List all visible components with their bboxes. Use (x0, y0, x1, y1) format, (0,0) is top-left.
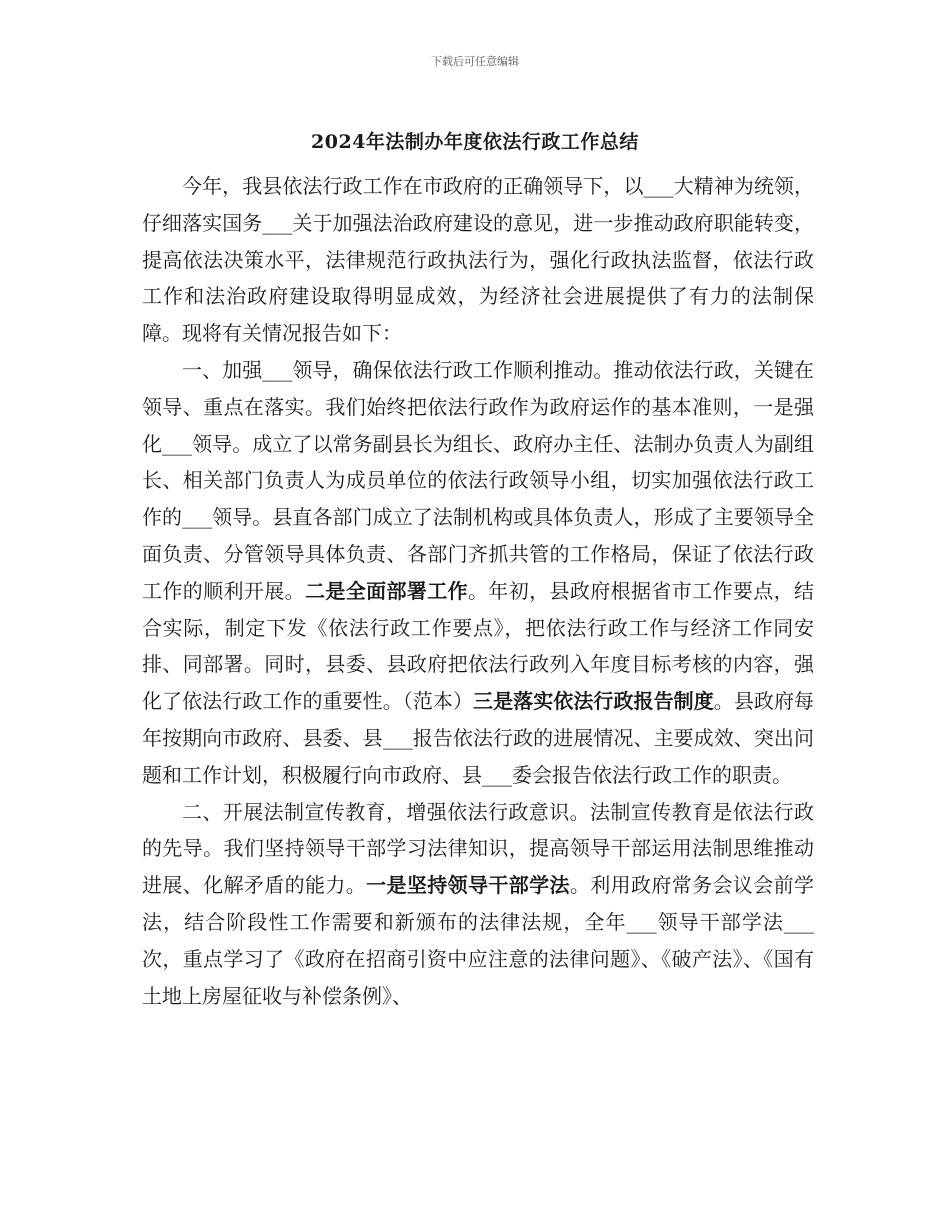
text-run: 。年初，县政府根据省市工作要点，结合实际，制定下发《依法行政工作要点》，把依法行政工作与经济工作同安排、同部署。同时，县委、县政府把依法行政列入年度目标考核的内容，强化了依法行政工作的重要性。（范本） (142, 578, 814, 714)
document-title: 2024年法制办年度依法行政工作总结 (311, 131, 639, 153)
document-body (142, 168, 814, 1014)
bold-heading-run: 二是全面部署工作 (305, 578, 468, 603)
text-run: 今年，我县依法行政工作在市政府的正确领导下，以___大精神为统领，仔细落实国务___关于加强法治政府建设的意见，进一步推动政府职能转变，提高依法决策水平，法律规范行政执法行为，强化行政执法监督，依法行政工作和法治政府建设取得明显成效，为经济社会进展提供了有力的法制保障。现将有关情况报告如下： (142, 174, 814, 346)
text-run: 。县政府每年按期向市政府、县委、县___报告依法行政的进展情况、主要成效、突出问题和工作计划，积极履行向市政府、县___委会报告依法行政工作的职责。 (142, 689, 815, 787)
page-header-note: 下载后可任意编辑 (431, 55, 519, 68)
text-run: 一、加强___领导，确保依法行政工作顺利推动。推动依法行政，关键在领导、重点在落实。我们始终把依法行政作为政府运作的基本准则，一是强化___领导。成立了以常务副县长为组长、政府办主任、法制办负责人为副组长、相关部门负责人为成员单位的依法行政领导小组，切实加强依法行政工作的___领导。县直各部门成立了法制机构或具体负责人，形成了主要领导全面负责、分管领导具体负责、各部门齐抓共管的工作格局，保证了依法行政工作的顺利开展。 (142, 357, 814, 603)
paragraph-section-two (142, 794, 814, 1015)
text-run: 。利用政府常务会议会前学法，结合阶段性工作需要和新颁布的法律法规，全年___领导干部学法___次，重点学习了《政府在招商引资中应注意的法律问题》、《破产法》、《国有土地上房屋征收与补偿条例》、 (142, 873, 814, 1008)
bold-heading-run: 一是坚持领导干部学法 (366, 873, 570, 898)
text-run: 二、开展法制宣传教育，增强依法行政意识。法制宣传教育是依法行政的先导。我们坚持领导干部学习法律知识，提高领导干部运用法制思维推动进展、化解矛盾的能力。 (142, 799, 814, 898)
bold-heading-run: 三是落实依法行政报告制度 (473, 689, 714, 714)
paragraph-section-one (142, 352, 814, 794)
paragraph-intro (142, 168, 814, 352)
